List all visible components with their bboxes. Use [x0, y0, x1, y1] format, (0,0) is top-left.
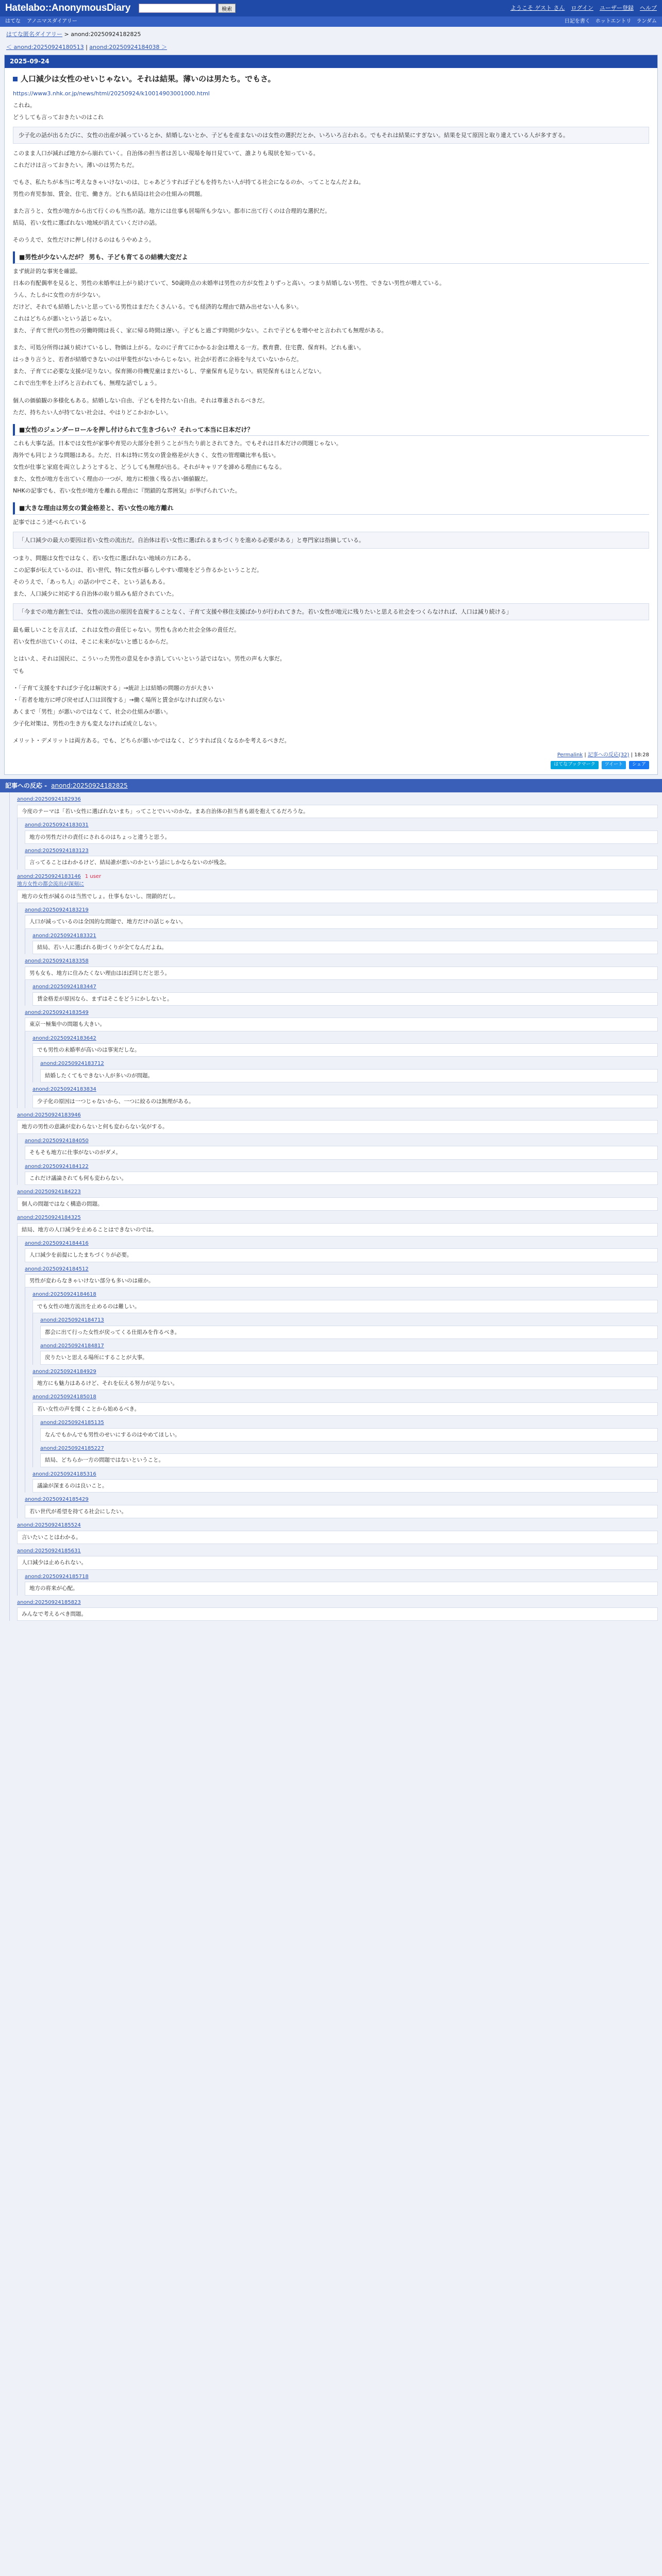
trackback-item-text: 地方の女性が減るのは当然でしょ。仕事もないし、閉鎖的だし。 — [17, 890, 658, 903]
trackback-item-link[interactable]: anond:20250924183146 — [17, 873, 81, 879]
trackback-item-title[interactable]: 地方女性の都会流出が深刻に — [17, 882, 84, 888]
trackback-item-text: 若い女性の声を聞くことから始めるべき。 — [32, 1402, 658, 1416]
sub-nav-write[interactable]: 日記を書く — [564, 19, 590, 25]
trackback-list — [9, 792, 658, 1621]
trackback-item — [17, 870, 658, 1108]
trackback-item-text: みんなで考えるべき問題。 — [17, 1607, 658, 1621]
share-button[interactable]: シェア — [629, 761, 649, 769]
trackback-item-header — [25, 1496, 658, 1504]
entry-date: 2025-09-24 — [5, 55, 657, 68]
breadcrumb: はてな匿名ダイアリー > anond:20250924182825 — [6, 31, 141, 38]
paragraph: 個人の価値観の多様化もある。結婚しない自由、子どもを持たない自由。それは尊重されるべきだ。 — [13, 397, 268, 404]
trackback-item-text: 結局、どちらか一方の問題ではないということ。 — [40, 1453, 658, 1467]
trackback-item — [17, 1211, 658, 1518]
trackback-item-text: でも女性の地方流出を止めるのは難しい。 — [32, 1300, 658, 1313]
trackback-item-link[interactable]: anond:20250924183834 — [32, 1087, 96, 1093]
paragraph: メリット・デメリットは両方ある。でも、どちらが悪いかではなく、どうすれば良くなるかを考えるべきだ。 — [13, 737, 290, 744]
paragraph: このまま人口が減れば地方から崩れていく。自治体の担当者は苦しい現場を毎日見ていて、誰よりも現状を知っている。 — [13, 150, 319, 157]
trackback-item-text: そもそも地方に仕事がないのがダメ。 — [25, 1146, 658, 1159]
trackback-item-link[interactable]: anond:20250924184713 — [40, 1317, 104, 1324]
trackback-item-text: 若い世代が希望を持てる社会にしたい。 — [25, 1505, 658, 1518]
trackback-item-header — [25, 847, 658, 855]
trackback-item-header — [25, 1163, 658, 1171]
trackback-sublist — [25, 1031, 658, 1108]
paragraph: そのうえで、「あっち人」の話の中でこそ、という話もある。 — [13, 579, 169, 586]
paragraph: つまり、問題は女性ではなく、若い女性に選ばれない地域の方にある。 — [13, 555, 194, 562]
trackback-item-link[interactable]: anond:20250924184325 — [17, 1215, 81, 1221]
paragraph: 日本の有配偶率を見ると、男性の未婚率は上がり続けていて、50歳時点の未婚率は男性の方が女性よりずっと高い。つまり結婚しない男性、できない男性が増えている。 — [13, 280, 445, 287]
trackback-item — [25, 1493, 658, 1518]
trackback-item-header — [25, 1573, 658, 1581]
trackback-sublist — [32, 1416, 658, 1467]
trackback-item-header — [25, 906, 658, 914]
site-header — [0, 0, 662, 16]
header-nav-register[interactable]: ユーザー登録 — [600, 5, 634, 12]
trackback-item-link[interactable]: anond:20250924184929 — [32, 1368, 96, 1375]
sub-nav-right — [565, 18, 657, 26]
paragraph: これで出生率を上げろと言われても、無理な話でしょう。 — [13, 380, 160, 387]
paragraph: 結局、若い女性に選ばれない地域が消えていくだけの話。 — [13, 219, 160, 227]
trackback-item-text: 結局、地方の人口減少を止めることはできないのでは。 — [17, 1223, 658, 1236]
trackback-item-text: 地方の男性だけの責任にされるのはちょっと違うと思う。 — [25, 831, 658, 844]
trackback-item-text: 東京一極集中の問題も大きい。 — [25, 1018, 658, 1031]
trackback-item-text: 男性が変わらなきゃいけない部分も多いのは確か。 — [25, 1274, 658, 1287]
header-nav-welcome: ようこそ ゲスト さん — [510, 5, 565, 12]
trackback-item-link[interactable]: anond:20250924185718 — [25, 1573, 89, 1580]
trackback-item-text: でも男性の未婚率が高いのは事実だしな。 — [32, 1043, 658, 1057]
trackback-item-link[interactable]: anond:20250924183123 — [25, 848, 89, 854]
paragraph: この記事が伝えているのは、若い世代、特に女性が暮らしやすい環境をどう作るかということだ。 — [13, 567, 262, 574]
reactions-link[interactable]: 記事への反応(32) — [587, 752, 630, 758]
trackback-item — [40, 1416, 658, 1442]
search-box — [139, 4, 236, 13]
trackback-item-text: 言ってることはわかるけど、結局誰が悪いのかという話にしかならないのが残念。 — [25, 856, 658, 869]
trackback-sublist — [32, 1313, 658, 1365]
bullet-line: ・「子育て支援をすれば少子化は解決する」→統計上は結婚の問題の方が大きい — [13, 684, 213, 691]
trackback-item — [25, 1160, 658, 1185]
paragraph: どうしても言っておきたいのはこれ — [13, 114, 104, 121]
trackback-item — [40, 1057, 658, 1082]
trackback-item-header — [32, 1470, 658, 1479]
trackback-item — [25, 1134, 658, 1160]
tweet-button[interactable]: ツイート — [602, 761, 626, 769]
hatena-bookmark-button[interactable]: はてなブックマーク — [551, 761, 598, 769]
trackback-item-link[interactable]: anond:20250924185135 — [40, 1420, 104, 1426]
entry-title[interactable]: 人口減少は女性のせいじゃない。それは結果。薄いのは男たち。でもさ。 — [21, 74, 276, 83]
trackback-item-link[interactable]: anond:20250924183219 — [25, 907, 89, 913]
quote-block: 「今までの地方創生では、女性の流出の原因を直視することなく、子育て支援や移住支援ばかりが行われてきた。若い女性が地元に残りたいと思える社会をつくらなければ、人口は減り続ける」 — [13, 603, 649, 620]
trackback-item-header — [17, 1111, 658, 1120]
sub-nav-hot[interactable]: ホットエントリ — [595, 19, 632, 25]
trackback-item-header — [40, 1342, 658, 1350]
paragraph: 女性が仕事と家庭を両立しようとすると、どうしても無理が出る。それがキャリアを諦める理由にもなる。 — [13, 464, 285, 471]
trackback-item-text: 戻りたいと思える場所にすることが大事。 — [40, 1351, 658, 1364]
trackback-item-link[interactable]: anond:20250924185823 — [17, 1599, 81, 1605]
site-logo[interactable]: Hatelabo::AnonymousDiary — [5, 3, 131, 14]
trackback-item-text: 地方の男性の意識が変わらないと何も変わらない気がする。 — [17, 1120, 658, 1133]
paragraph: NHKの記事でも、若い女性が地方を離れる理由に『閉鎖的な雰囲気』が挙げられていた。 — [13, 487, 241, 495]
trackback-sublist — [25, 1287, 658, 1493]
trackback-item — [17, 1108, 658, 1185]
trackback-item-text: なんでもかんでも男性のせいにするのはやめてほしい。 — [40, 1428, 658, 1442]
bullet-line: ・「若者を地方に呼び戻せば人口は回復する」→働く場所と賃金がなければ戻らない — [13, 696, 225, 703]
trackback-item-link[interactable]: anond:20250924183642 — [32, 1035, 96, 1041]
paragraph: そのうえで、女性だけに押し付けるのはもうやめよう。 — [13, 236, 155, 244]
paragraph: また、子育て世代の男性の労働時間は長く、家に帰る時間は遅い。子どもと過ごす時間が少ない。これで子どもを増やせと言われても無理がある。 — [13, 327, 387, 334]
trackback-item — [25, 903, 658, 955]
trackback-item — [32, 1082, 658, 1108]
trackback-item-text: 今度のテーマは「若い女性に選ばれないまち」ってことでいいのかな。まあ自治体の担当者も頭を抱えてるだろうな。 — [17, 805, 658, 818]
header-nav-help[interactable]: ヘルプ — [640, 5, 657, 12]
pager-prev[interactable]: ＜ anond:20250924180513 — [6, 44, 84, 51]
trackback-item-header — [25, 957, 658, 965]
paragraph: でもさ、私たちが本当に考えなきゃいけないのは、じゃあどうすれば子どもを持ちたい人が持てる社会になるのか、ってことなんだよね。 — [13, 179, 365, 186]
paragraph: また言うと、女性が地方から出て行くのも当然の話。地方には仕事も居場所も少ない。都市に出て行くのは合理的な選択だ。 — [13, 208, 330, 215]
trackback-item-text: 結局、若い人に選ばれる街づくりが全てなんだよね。 — [32, 941, 658, 954]
trackback-item-header — [32, 932, 658, 940]
trackback-item-text: 言いたいことはわかる。 — [17, 1531, 658, 1544]
paragraph: また、可処分所得は減り続けているし、物価は上がる。なのに子育てにかかるお金は増える一方。教育費、住宅費、保育料。どれも重い。 — [13, 344, 365, 351]
trackback-item-header — [25, 1009, 658, 1017]
paragraph: あくまで「男性」が悪いのではなくて、社会の仕組みが悪い。 — [13, 708, 172, 715]
trackback-item-header — [40, 1419, 658, 1427]
paragraph: これね。 — [13, 101, 36, 109]
trackback-item-header — [32, 983, 658, 991]
sub-nav-random[interactable]: ランダム — [636, 19, 657, 25]
entry-container — [4, 55, 658, 775]
trackback-entry-link[interactable]: anond:20250924182825 — [51, 782, 128, 789]
trackback-item-text: 個人の問題ではなく構造の問題。 — [17, 1197, 658, 1211]
header-nav — [510, 4, 657, 12]
section-heading: ■男性が少ないんだが？ 男も、子ども育てるの結構大変だよ — [13, 251, 649, 264]
trackback-item — [25, 844, 658, 870]
search-button[interactable]: 検索 — [218, 4, 236, 13]
trackback-item-link[interactable]: anond:20250924182936 — [17, 796, 81, 803]
trackback-item-link[interactable]: anond:20250924183946 — [17, 1112, 81, 1118]
trackback-header — [0, 779, 662, 792]
paragraph: これも大事な話。日本では女性が家事や育児の大部分を担うことが当たり前とされてきた。でもそれは日本だけの問題じゃない。 — [13, 440, 342, 447]
section-heading: ■大きな理由は男女の賃金格差と、若い女性の地方離れ — [13, 502, 649, 515]
paragraph: これだけは言っておきたい。薄いのは男たちだ。 — [13, 162, 138, 169]
trackback-item — [25, 1262, 658, 1493]
trackback-item — [32, 1031, 658, 1083]
sub-nav — [0, 16, 662, 27]
trackback-item-text: 地方の将来が心配。 — [25, 1582, 658, 1595]
trackback-item-text: 少子化の原因は一つじゃないから、一つに絞るのは無理がある。 — [32, 1095, 658, 1108]
trackback-item-link[interactable]: anond:20250924183321 — [32, 933, 96, 939]
trackback-item — [32, 929, 658, 955]
paragraph: とはいえ、それは国民に、こういった男性の意見をかき消していいという話ではない。男性の声も大事だ。 — [13, 655, 286, 663]
paragraph: また、人口減少に対応する自治体の取り組みも紹介されていた。 — [13, 590, 177, 598]
trackback-sublist — [32, 1057, 658, 1082]
trackback-item-link[interactable]: anond:20250924184050 — [25, 1138, 89, 1144]
trackback-item-link[interactable]: anond:20250924185316 — [32, 1471, 96, 1477]
trackback-item — [17, 1544, 658, 1596]
trackback-sublist — [17, 818, 658, 870]
trackback-item — [40, 1313, 658, 1339]
trackback-item-header — [17, 1188, 658, 1196]
breadcrumb-current: anond:20250924182825 — [71, 31, 141, 38]
square-bullet-icon — [13, 77, 18, 81]
trackback-item-link[interactable]: anond:20250924185631 — [17, 1548, 81, 1554]
trackback-item-link[interactable]: anond:20250924183549 — [25, 1009, 89, 1015]
entry-url[interactable]: https://www3.nhk.or.jp/news/html/20250924/k10014903001000.html — [13, 90, 210, 97]
trackback-item-link[interactable]: anond:20250924184512 — [25, 1266, 89, 1272]
trackback-item — [25, 1006, 658, 1108]
trackback-item-text: 人口減少は止められない。 — [17, 1556, 658, 1569]
trackback-item — [25, 1236, 658, 1262]
trackback-item-header — [40, 1316, 658, 1325]
trackback-item-header — [32, 1291, 658, 1299]
sub-nav-anond[interactable]: アノニマスダイアリー — [27, 19, 77, 25]
trackback-item-link[interactable]: anond:20250924184416 — [25, 1240, 89, 1246]
trackback-item-link[interactable]: anond:20250924184618 — [32, 1292, 96, 1298]
trackback-item-header — [25, 1265, 658, 1274]
breadcrumb-home[interactable]: はてな匿名ダイアリー — [6, 31, 63, 38]
paragraph: 最も厳しいことを言えば、これは女性の責任じゃない。男性も含めた社会全体の責任だ。 — [13, 626, 240, 634]
trackback-item — [17, 1518, 658, 1544]
trackback-item — [32, 980, 658, 1006]
pager: ＜ anond:20250924180513 | anond:20250924184038 ＞ — [6, 44, 167, 51]
trackback-item-header — [25, 1240, 658, 1248]
paragraph: ただ、持ちたい人が持てない社会は、やはりどこかおかしい。 — [13, 409, 172, 416]
trackback-item — [17, 1185, 658, 1211]
trackback-item-link[interactable]: anond:20250924185018 — [32, 1394, 96, 1400]
trackback-item-link[interactable]: anond:20250924183447 — [32, 984, 96, 990]
trackback-sublist — [17, 1236, 658, 1518]
trackback-item — [17, 792, 658, 869]
trackback-item-link[interactable]: anond:20250924185429 — [25, 1497, 89, 1503]
paragraph: 若い女性が出ていくのは、そこに未来がないと感じるからだ。 — [13, 638, 172, 646]
paragraph: でも — [13, 667, 24, 674]
trackback-sublist — [17, 1134, 658, 1185]
trackback-item-link[interactable]: anond:20250924185227 — [40, 1445, 104, 1451]
trackback-item-text: 男も女も、地方に住みたくない理由はほぼ同じだと思う。 — [25, 967, 658, 980]
trackback-item-link[interactable]: anond:20250924184817 — [40, 1343, 104, 1349]
trackback-sublist — [25, 929, 658, 955]
trackback-item-header — [17, 1599, 658, 1607]
paragraph: だけど、それでも結婚したいと思っている男性はまだたくさんいる。でも経済的な理由で踏み出せない人も多い。 — [13, 303, 302, 311]
paragraph: また、女性が地方を出ていく理由の一つが、地方に根強く残る古い価値観だ。 — [13, 476, 211, 483]
trackback-item-header — [40, 1060, 658, 1068]
trackback-sublist — [17, 1570, 658, 1596]
share-buttons — [13, 761, 649, 769]
trackback-item — [25, 954, 658, 1006]
trackback-item — [17, 1596, 658, 1621]
trackback-sublist — [17, 903, 658, 1108]
entry-time: 18:28 — [634, 752, 649, 758]
trackback-item-text: 賃金格差が原因なら、まずはそこをどうにかしないと。 — [32, 992, 658, 1006]
search-input[interactable] — [139, 4, 216, 13]
trackback-sublist — [25, 980, 658, 1006]
trackback-item-header — [17, 1547, 658, 1555]
trackback-item-header — [17, 1521, 658, 1530]
trackback-item-text: 人口が減っているのは全国的な問題で、地方だけの話じゃない。 — [25, 915, 658, 928]
trackback-item — [32, 1365, 658, 1391]
paragraph: まず統計的な事実を確認。 — [13, 268, 81, 275]
trackback-item-header — [25, 1137, 658, 1145]
trackback-item-header — [25, 821, 658, 829]
trackback-item-header — [40, 1445, 658, 1453]
trackback-item-link[interactable]: anond:20250924183358 — [25, 958, 89, 964]
trackback-item-text: これだけ議論されても何も変わらない。 — [25, 1172, 658, 1185]
trackback-item-link[interactable]: anond:20250924184122 — [25, 1163, 89, 1170]
paragraph: 男性の育児参加、賃金、住宅、働き方。どれも結局は社会の仕組みの問題。 — [13, 191, 206, 198]
trackback-item-header — [17, 795, 658, 804]
trackback-item — [40, 1339, 658, 1365]
trackback-item-link[interactable]: anond:20250924184223 — [17, 1189, 81, 1195]
entry-body — [5, 68, 657, 775]
trackback-item-link[interactable]: anond:20250924185524 — [17, 1522, 81, 1529]
trackback-item-header — [32, 1086, 658, 1094]
quote-block: 少子化の話が出るたびに、女性の出産が減っているとか、結婚しないとか、子どもを産まないのは女性の選択だとか、いろいろ言われる。でもそれは結果にすぎない。結果を見て原因と取り違えている人が多すぎる。 — [13, 127, 649, 144]
trackback-item-text: 地方にも魅力はあるけど、それを伝える努力が足りない。 — [32, 1377, 658, 1390]
trackback-item — [25, 818, 658, 844]
paragraph: 少子化対策は、男性の生き方も変えなければ成立しない。 — [13, 720, 160, 727]
trackback-item — [32, 1467, 658, 1493]
trackback-item-text: 議論が深まるのは良いこと。 — [32, 1479, 658, 1493]
quote-label: 記事ではこう述べられている — [13, 519, 87, 526]
trackback-item-header — [17, 1214, 658, 1222]
trackback-item-text: 結婚したくてもできない人が多いのが問題。 — [40, 1069, 658, 1082]
section-heading: ■女性のジェンダーロールを押し付けられて生きづらい？それって本当に日本だけ？ — [13, 424, 649, 436]
pager-next[interactable]: anond:20250924184038 ＞ — [89, 44, 167, 51]
paragraph: うん、たしかに女性の方が少ない。 — [13, 292, 104, 299]
entry-footer: Permalink | 記事への反応(32) | 18:28 — [557, 752, 649, 758]
trackback-item-header — [32, 1393, 658, 1401]
trackback-item — [25, 1570, 658, 1596]
trackback-user-count[interactable]: 1 user — [85, 873, 102, 879]
header-nav-login[interactable]: ログイン — [571, 5, 593, 12]
trackback-tree — [9, 792, 658, 1621]
trackback-item-header — [32, 1035, 658, 1043]
permalink-link[interactable]: Permalink — [557, 752, 583, 758]
trackback-item-header — [17, 873, 658, 881]
trackback-item-text: 都会に出て行った女性が戻ってくる仕組みを作るべき。 — [40, 1326, 658, 1339]
paragraph: これはどちらが悪いという話じゃない。 — [13, 315, 115, 323]
trackback-item-link[interactable]: anond:20250924183712 — [40, 1061, 104, 1067]
trackback-label: 記事への反応 - — [5, 782, 47, 789]
trackback-item — [32, 1287, 658, 1364]
sub-nav-hatena[interactable]: はてな — [5, 19, 21, 25]
trackback-item-text: 人口減少を前提にしたまちづくりが必要。 — [25, 1248, 658, 1262]
paragraph: 海外でも同じような問題はある。ただ、日本は特に男女の賃金格差が大きく、女性の管理職比率も低い。 — [13, 452, 279, 459]
paragraph: はっきり言うと、若者が結婚できないのは甲斐性がないからじゃない。社会が若者に余裕を与えていないからだ。 — [13, 356, 302, 363]
entry-title-row — [13, 73, 649, 85]
trackback-item-header — [32, 1368, 658, 1376]
quote-block: 「人口減少の最大の要因は若い女性の流出だ。自治体は若い女性に選ばれるまちづくりを進める必要がある」と専門家は指摘している。 — [13, 532, 649, 549]
trackback-item — [32, 1390, 658, 1467]
trackback-item — [40, 1442, 658, 1467]
paragraph: また、子育てに必要な支援が足りない。保育園の待機児童はまだいるし、学童保育も足りない。病児保育もほとんどない。 — [13, 368, 325, 375]
trackback-item-link[interactable]: anond:20250924183031 — [25, 822, 89, 828]
